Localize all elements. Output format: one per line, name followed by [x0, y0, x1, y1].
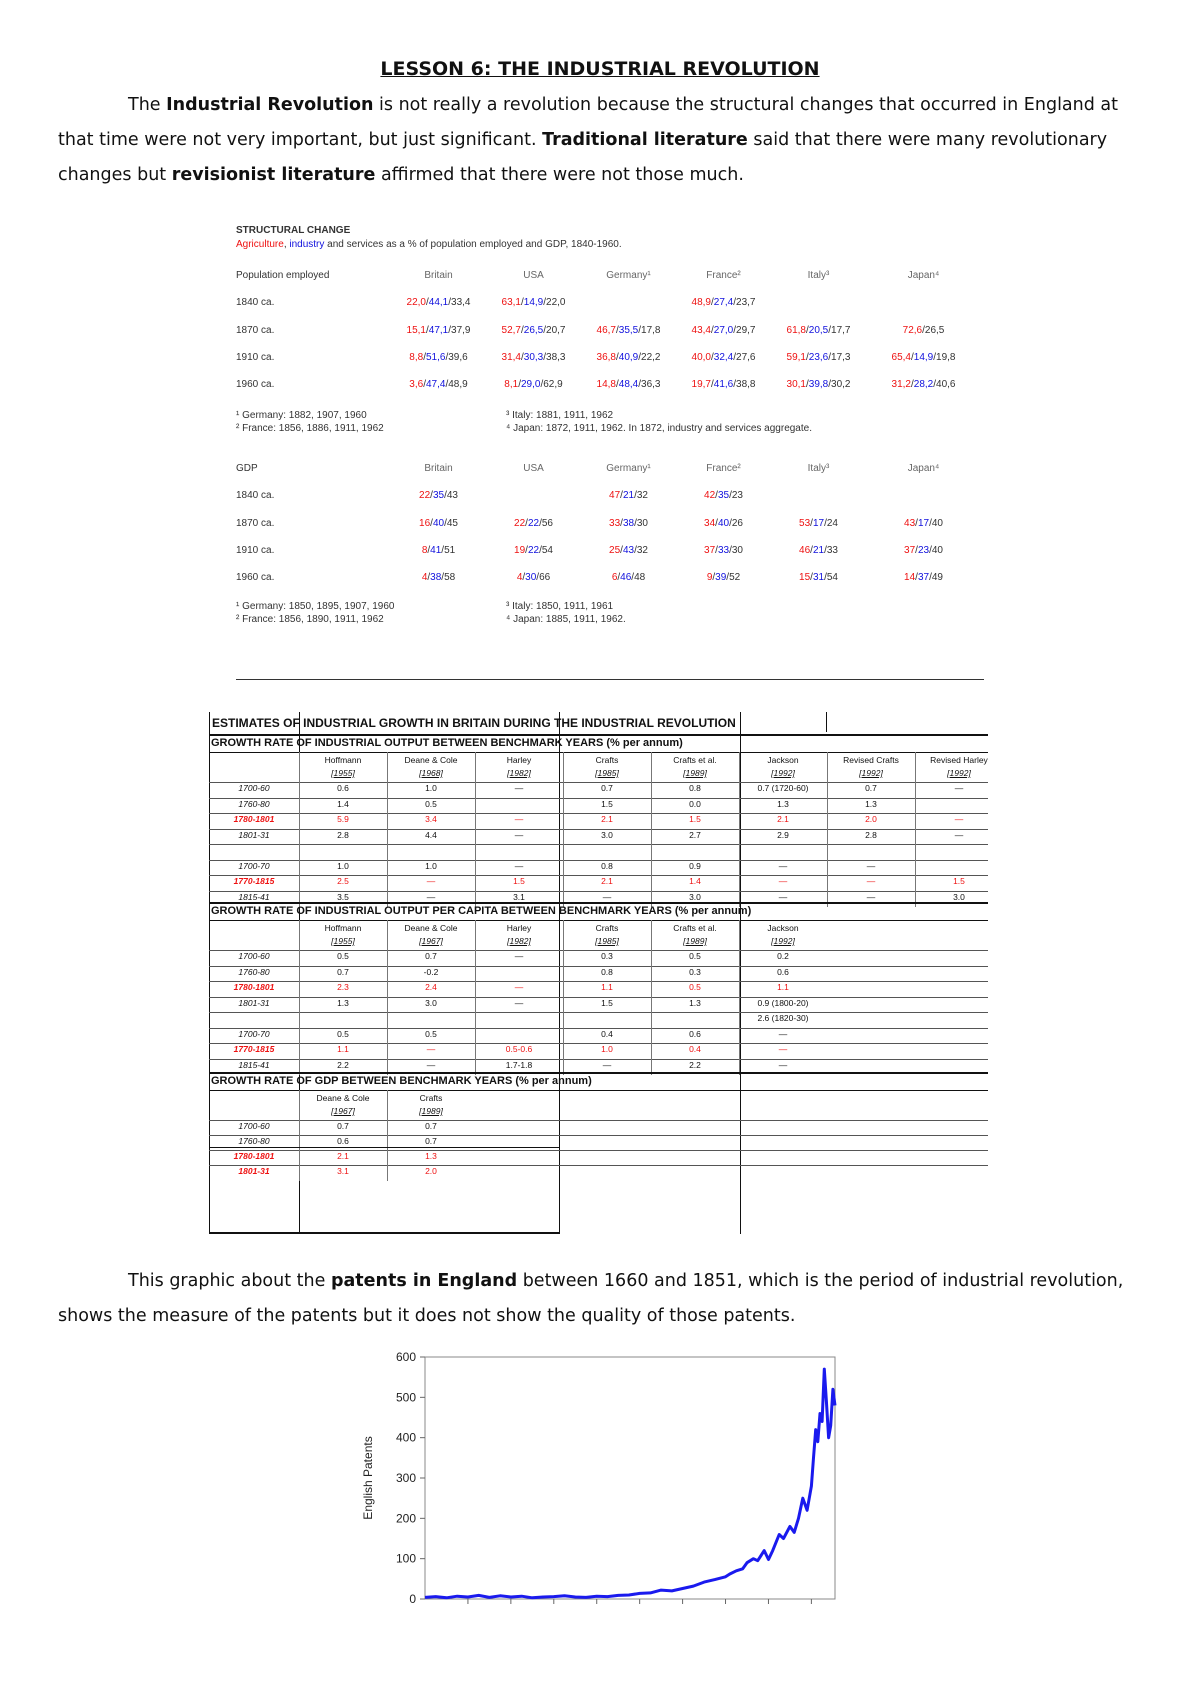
period-label: 1700-60 — [238, 783, 270, 793]
gdp-note: ² France: 1856, 1890, 1911, 1962 — [236, 614, 384, 625]
table-grid-line — [209, 1090, 988, 1091]
table-grid-line — [387, 1090, 388, 1181]
period-label: 1780-1801 — [233, 1151, 275, 1161]
gdp-value: 14/37/49 — [904, 572, 943, 583]
population-value: 30,1/39,8/30,2 — [786, 379, 851, 390]
gdp-value: 25/43/32 — [609, 545, 648, 556]
table-cell: 1.3 — [865, 798, 877, 809]
gdp-value: 4/30/66 — [516, 572, 551, 583]
table-grid-line — [209, 752, 988, 753]
table-grid-line — [209, 1012, 988, 1013]
column-header-year: [1982] — [507, 768, 531, 778]
table-grid-line — [563, 920, 564, 1075]
table-cell: 1.5 — [953, 876, 965, 886]
table-grid-line — [651, 752, 652, 907]
country-header: France² — [706, 463, 741, 474]
column-header-year: [1992] — [771, 936, 795, 946]
table-cell: 2.2 — [689, 1059, 701, 1070]
table-grid-line — [209, 1072, 988, 1074]
table-cell: — — [866, 891, 876, 902]
column-header-year: [1989] — [419, 1106, 443, 1116]
table-grid-line — [209, 734, 988, 736]
population-value: 19,7/41,6/38,8 — [691, 379, 756, 390]
section-title: GROWTH RATE OF INDUSTRIAL OUTPUT BETWEEN BENCHMARK YEARS (% per annum) — [211, 737, 683, 749]
column-header-year: [1955] — [331, 768, 355, 778]
gdp-value: 37/33/30 — [704, 545, 743, 556]
table-cell: 1.0 — [601, 1044, 613, 1054]
country-header: Germany¹ — [606, 463, 651, 474]
gdp-value: 6/46/48 — [611, 572, 646, 583]
gdp-note: ³ Italy: 1850, 1911, 1961 — [506, 601, 614, 612]
table-cell: 1.4 — [337, 798, 349, 809]
population-value: 43,4/27,0/29,7 — [691, 325, 756, 336]
table-cell: — — [514, 860, 524, 871]
table-cell: 2.8 — [865, 829, 877, 840]
population-value: 22,0/44,1/33,4 — [406, 297, 471, 308]
population-value: 36,8/40,9/22,2 — [596, 352, 661, 363]
table-cell: 1.5 — [601, 798, 613, 809]
column-header: Hoffmann — [324, 755, 362, 765]
table-cell: 0.5 — [337, 951, 349, 961]
y-tick-label: 400 — [395, 1430, 416, 1445]
table-cell: 0.6 — [689, 1028, 701, 1039]
column-header: Crafts — [595, 755, 619, 765]
country-header: France² — [706, 270, 741, 281]
population-value: 8,1/29,0/62,9 — [504, 379, 563, 390]
industrial-growth-estimates-table — [209, 712, 988, 1234]
country-header: Britain — [424, 463, 453, 474]
year-label: 1910 ca. — [236, 545, 275, 556]
table-cell: — — [426, 876, 436, 886]
table-cell: 0.5 — [689, 951, 701, 961]
population-value: 31,4/30,3/38,3 — [501, 352, 566, 363]
column-header: Harley — [506, 923, 532, 933]
gdp-value: 16/40/45 — [419, 518, 458, 529]
table-cell: 0.7 — [425, 1121, 437, 1131]
population-value: 72,6/26,5 — [902, 325, 945, 336]
table-cell: — — [778, 1059, 788, 1070]
country-header: Italy³ — [807, 270, 830, 281]
structural-change-figure — [236, 225, 984, 680]
table-cell: — — [954, 814, 964, 824]
gdp-value: 47/21/32 — [609, 490, 648, 501]
table-grid-line — [299, 752, 300, 907]
period-label: 1801-31 — [238, 1166, 270, 1176]
column-header: Crafts — [595, 923, 619, 933]
table-cell: 0.6 — [777, 966, 789, 977]
table-cell: — — [778, 1044, 788, 1054]
table-cell: 1.0 — [425, 860, 437, 871]
table-cell: 2.0 — [425, 1166, 437, 1176]
gdp-value: 22/35/43 — [419, 490, 458, 501]
table-cell: — — [514, 814, 524, 824]
pop-note: ¹ Germany: 1882, 1907, 1960 — [236, 410, 367, 421]
gdp-label: GDP — [236, 463, 258, 474]
table-cell: 0.5 — [425, 1028, 437, 1039]
table-cell: 1.3 — [777, 798, 789, 809]
table-cell: 0.7 — [337, 1121, 349, 1131]
table-cell: 3.1 — [337, 1166, 349, 1176]
y-tick-label: 200 — [395, 1511, 416, 1526]
table-cell: 0.5 — [337, 1028, 349, 1039]
table-cell: 3.1 — [513, 891, 525, 902]
y-tick-label: 100 — [395, 1551, 416, 1566]
table-cell: 3.0 — [689, 891, 701, 902]
table-cell: 2.1 — [777, 814, 789, 824]
column-header-year: [1968] — [419, 768, 443, 778]
table-cell: — — [778, 1028, 788, 1039]
period-label: 1760-80 — [238, 966, 270, 977]
table-cell: 0.9 (1800-20) — [757, 997, 809, 1008]
table-grid-line — [299, 1090, 300, 1181]
gdp-note: ⁴ Japan: 1885, 1911, 1962. — [506, 614, 626, 625]
table-cell: 0.7 — [601, 783, 613, 793]
period-label: 1760-80 — [238, 1136, 270, 1146]
table-grid-line — [827, 752, 828, 907]
column-header: Crafts et al. — [673, 755, 717, 765]
population-value: 61,8/20,5/17,7 — [786, 325, 851, 336]
gdp-value: 4/38/58 — [421, 572, 456, 583]
population-label: Population employed — [236, 270, 330, 281]
column-header: Deane & Cole — [316, 1093, 370, 1103]
country-header: Britain — [424, 270, 453, 281]
table-cell: 2.0 — [865, 814, 877, 824]
table-cell: 5.9 — [337, 814, 349, 824]
column-header: Hoffmann — [324, 923, 362, 933]
gdp-value: 19/22/54 — [514, 545, 553, 556]
table-cell: 0.5-0.6 — [505, 1044, 533, 1054]
population-value: 15,1/47,1/37,9 — [406, 325, 471, 336]
table-cell: — — [778, 876, 788, 886]
table-cell: 2.1 — [601, 814, 613, 824]
table-grid-line — [387, 752, 388, 907]
table-cell: 1.1 — [777, 982, 789, 992]
table-cell: 0.5 — [425, 798, 437, 809]
gdp-value: 33/38/30 — [609, 518, 648, 529]
intro-paragraph: The Industrial Revolution is not really a revolution because the structural changes that occurred in England at that time were not very important, but just significant. Traditional literature said that there were many revolutionary changes but revisionist literature affirmed that there were not those much. — [58, 95, 1118, 185]
column-header-year: [1967] — [331, 1106, 355, 1116]
table-cell: 1.5 — [601, 997, 613, 1008]
table-cell: — — [514, 829, 524, 840]
column-header-year: [1985] — [595, 768, 619, 778]
table-cell: — — [778, 860, 788, 871]
population-value: 40,0/32,4/27,6 — [691, 352, 756, 363]
period-label: 1780-1801 — [233, 814, 275, 824]
table-grid-line — [209, 1232, 560, 1234]
population-value: 14,8/48,4/36,3 — [596, 379, 661, 390]
table-grid-line — [209, 902, 988, 904]
table-cell: 1.5 — [689, 814, 701, 824]
table-cell: 1.5 — [513, 876, 525, 886]
pop-note: ³ Italy: 1881, 1911, 1962 — [506, 410, 614, 421]
table-cell: 0.7 — [337, 966, 349, 977]
table-grid-line — [739, 920, 740, 1075]
table-cell: 4.4 — [425, 829, 437, 840]
gdp-value: 9/39/52 — [706, 572, 741, 583]
gdp-value: 15/31/54 — [799, 572, 838, 583]
column-header: Harley — [506, 755, 532, 765]
table-cell: 2.7 — [689, 829, 701, 840]
country-header: USA — [523, 463, 544, 474]
table-grid-line — [209, 844, 988, 845]
column-header-year: [1992] — [859, 768, 883, 778]
table-cell: -0.2 — [423, 966, 439, 977]
period-label: 1770-1815 — [233, 1044, 275, 1054]
column-header: Revised Harley — [930, 755, 988, 765]
table-cell: 0.7 — [425, 951, 437, 961]
table-cell: 2.5 — [337, 876, 349, 886]
table-cell: 2.9 — [777, 829, 789, 840]
gdp-value: 46/21/33 — [799, 545, 838, 556]
pop-note: ² France: 1856, 1886, 1911, 1962 — [236, 423, 384, 434]
period-label: 1760-80 — [238, 798, 270, 809]
table-cell: 1.0 — [425, 783, 437, 793]
table-cell: 0.6 — [337, 783, 349, 793]
column-header-year: [1992] — [947, 768, 971, 778]
structural-subtitle: Agriculture, industry and services as a % of population employed and GDP, 1840-1960. — [236, 239, 622, 250]
patents-paragraph: This graphic about the patents in England between 1660 and 1851, which is the period of industrial revolution, shows the measure of the patents but it does not show the quality of those patents. — [58, 1271, 1124, 1326]
table-grid-line — [209, 1147, 559, 1148]
pop-note: ⁴ Japan: 1872, 1911, 1962. In 1872, industry and services aggregate. — [506, 423, 812, 434]
period-label: 1815-41 — [238, 1059, 270, 1070]
column-header-year: [1989] — [683, 768, 707, 778]
table-grid-line — [915, 752, 916, 907]
population-value: 46,7/35,5/17,8 — [596, 325, 661, 336]
table-cell: — — [778, 891, 788, 902]
column-header: Crafts et al. — [673, 923, 717, 933]
page-title: LESSON 6: THE INDUSTRIAL REVOLUTION — [380, 58, 820, 80]
population-value: 63,1/14,9/22,0 — [501, 297, 566, 308]
period-label: 1700-70 — [238, 860, 270, 871]
table-cell: 2.1 — [337, 1151, 349, 1161]
table-cell: 0.9 — [689, 860, 701, 871]
table-cell: — — [866, 860, 876, 871]
country-header: USA — [523, 270, 544, 281]
population-value: 59,1/23,6/17,3 — [786, 352, 851, 363]
table-cell: 3.5 — [337, 891, 349, 902]
year-label: 1840 ca. — [236, 490, 275, 501]
table-cell: 0.0 — [689, 798, 701, 809]
section-title: GROWTH RATE OF INDUSTRIAL OUTPUT PER CAPITA BETWEEN BENCHMARK YEARS (% per annum) — [211, 905, 752, 917]
gdp-value: 42/35/23 — [704, 490, 743, 501]
year-label: 1960 ca. — [236, 572, 275, 583]
year-label: 1840 ca. — [236, 297, 275, 308]
table-cell: — — [514, 997, 524, 1008]
table-cell: — — [514, 951, 524, 961]
period-label: 1700-60 — [238, 1121, 270, 1131]
period-label: 1780-1801 — [233, 982, 275, 992]
table-grid-line — [563, 752, 564, 907]
table-cell: — — [866, 876, 876, 886]
column-header-year: [1985] — [595, 936, 619, 946]
gdp-value: 53/17/24 — [799, 518, 838, 529]
y-tick-label: 0 — [409, 1592, 416, 1606]
table-cell: 0.7 — [425, 1136, 437, 1146]
patents-line-chart — [350, 1345, 850, 1645]
table-cell: 0.6 — [337, 1136, 349, 1146]
table-cell: 0.5 — [689, 982, 701, 992]
table-cell: — — [602, 891, 612, 902]
population-value: 52,7/26,5/20,7 — [501, 325, 566, 336]
table-cell: 0.4 — [689, 1044, 701, 1054]
structural-heading: STRUCTURAL CHANGE — [236, 225, 351, 236]
table-cell: 3.0 — [953, 891, 965, 902]
table-grid-line — [387, 920, 388, 1075]
table-grid-line — [209, 712, 210, 1234]
column-header-year: [1967] — [419, 936, 443, 946]
table-cell: 1.0 — [337, 860, 349, 871]
table-cell: 3.0 — [425, 997, 437, 1008]
period-label: 1700-60 — [238, 951, 270, 961]
table-cell: 2.4 — [425, 982, 437, 992]
table-cell: 2.6 (1820-30) — [757, 1013, 809, 1023]
period-label: 1801-31 — [238, 829, 270, 840]
table-cell: 1.3 — [425, 1151, 437, 1161]
gdp-value: 8/41/51 — [421, 545, 456, 556]
table-grid-line — [651, 920, 652, 1075]
table-cell: 1.3 — [337, 997, 349, 1008]
table-cell: 1.3 — [689, 997, 701, 1008]
table-grid-line — [475, 920, 476, 1075]
table-cell: — — [426, 1059, 436, 1070]
year-label: 1910 ca. — [236, 352, 275, 363]
table-cell: 2.2 — [337, 1059, 349, 1070]
table-cell: 3.4 — [425, 814, 437, 824]
table-cell: — — [514, 982, 524, 992]
table-cell: 1.1 — [337, 1044, 349, 1054]
table-cell: 0.8 — [601, 966, 613, 977]
table-cell: 0.7 — [865, 783, 877, 793]
table-grid-line — [826, 712, 827, 732]
table-cell: 0.2 — [777, 951, 789, 961]
table-grid-line — [475, 752, 476, 907]
table-cell: 2.3 — [337, 982, 349, 992]
column-header: Jackson — [767, 755, 799, 765]
column-header-year: [1982] — [507, 936, 531, 946]
table-cell: 0.8 — [601, 860, 613, 871]
gdp-value: 37/23/40 — [904, 545, 943, 556]
y-tick-label: 300 — [395, 1471, 416, 1485]
table-cell: 2.8 — [337, 829, 349, 840]
population-value: 48,9/27,4/23,7 — [691, 297, 756, 308]
column-header: Deane & Cole — [404, 755, 458, 765]
table-grid-line — [299, 920, 300, 1075]
column-header-year: [1955] — [331, 936, 355, 946]
table-cell: — — [954, 829, 964, 840]
period-label: 1770-1815 — [233, 876, 275, 886]
table-cell: 1.1 — [601, 982, 613, 992]
plot-area — [425, 1357, 835, 1599]
table-cell: 0.7 (1720-60) — [757, 783, 809, 793]
population-value: 8,8/51,6/39,6 — [409, 352, 468, 363]
table-grid-line — [209, 920, 988, 921]
column-header: Deane & Cole — [404, 923, 458, 933]
table-cell: 0.8 — [689, 783, 701, 793]
population-value: 31,2/28,2/40,6 — [891, 379, 956, 390]
table-cell: — — [426, 1044, 436, 1054]
table-cell: 2.1 — [601, 876, 613, 886]
country-header: Japan⁴ — [907, 270, 940, 281]
table-cell: — — [602, 1059, 612, 1070]
population-value: 3,6/47,4/48,9 — [409, 379, 468, 390]
y-axis-label: English Patents — [361, 1436, 375, 1520]
table-cell: 1.7-1.8 — [505, 1059, 533, 1070]
gdp-value: 22/22/56 — [514, 518, 553, 529]
table-cell: — — [954, 783, 964, 793]
column-header: Jackson — [767, 923, 799, 933]
table-grid-line — [739, 752, 740, 907]
period-label: 1815-41 — [238, 891, 270, 902]
table-cell: 0.3 — [689, 966, 701, 977]
country-header: Japan⁴ — [907, 463, 940, 474]
table-cell: 0.4 — [601, 1028, 613, 1039]
gdp-note: ¹ Germany: 1850, 1895, 1907, 1960 — [236, 601, 395, 612]
table-cell: — — [426, 891, 436, 902]
year-label: 1870 ca. — [236, 518, 275, 529]
column-header-year: [1989] — [683, 936, 707, 946]
table-cell: — — [514, 783, 524, 793]
table-cell: 1.4 — [689, 876, 701, 886]
country-header: Italy³ — [807, 463, 830, 474]
column-header: Crafts — [419, 1093, 443, 1103]
section-title: GROWTH RATE OF GDP BETWEEN BENCHMARK YEARS (% per annum) — [211, 1075, 592, 1087]
y-tick-label: 500 — [395, 1390, 416, 1405]
gdp-value: 43/17/40 — [904, 518, 943, 529]
table-cell: 0.3 — [601, 951, 613, 961]
year-label: 1870 ca. — [236, 325, 275, 336]
estimates-title: ESTIMATES OF INDUSTRIAL GROWTH IN BRITAIN DURING THE INDUSTRIAL REVOLUTION — [212, 716, 736, 730]
population-value: 65,4/14,9/19,8 — [891, 352, 956, 363]
gdp-value: 34/40/26 — [704, 518, 743, 529]
period-label: 1700-70 — [238, 1028, 270, 1039]
table-cell: 3.0 — [601, 829, 613, 840]
y-tick-label: 600 — [395, 1350, 416, 1364]
country-header: Germany¹ — [606, 270, 651, 281]
column-header-year: [1992] — [771, 768, 795, 778]
year-label: 1960 ca. — [236, 379, 275, 390]
column-header: Revised Crafts — [843, 755, 899, 765]
period-label: 1801-31 — [238, 997, 270, 1008]
